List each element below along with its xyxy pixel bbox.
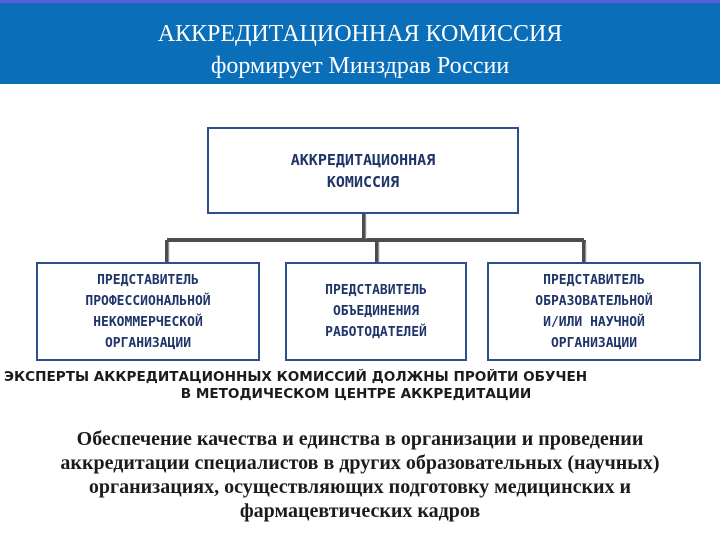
- header-banner: [0, 0, 720, 84]
- employers-representative-label: ПРЕДСТАВИТЕЛЬ ОБЪЕДИНЕНИЯ РАБОТОДАТЕЛЕЙ: [325, 283, 427, 340]
- employers-representative-box: [285, 262, 467, 361]
- experts-note-line-1: ЭКСПЕРТЫ АККРЕДИТАЦИОННЫХ КОМИССИЙ ДОЛЖНЫ ПРОЙТИ ОБУЧЕН: [4, 369, 588, 385]
- educational-representative-label: ПРЕДСТАВИТЕЛЬ ОБРАЗОВАТЕЛЬНОЙ И/ИЛИ НАУЧНОЙ ОРГАНИЗАЦИИ: [535, 272, 653, 351]
- accreditation-commission-box: [207, 127, 519, 214]
- nonprofit-representative-box: [36, 262, 260, 361]
- accreditation-commission-label: АККРЕДИТАЦИОННАЯ КОМИССИЯ: [290, 150, 436, 191]
- experts-note: [0, 369, 720, 403]
- quality-assurance-text: Обеспечение качества и единства в организации и проведении аккредитации специалистов в других образовательных (научных) организациях, осуществляющих подготовку медицинских и фармацевтических кадров: [60, 428, 660, 522]
- nonprofit-representative-label: ПРЕДСТАВИТЕЛЬ ПРОФЕССИОНАЛЬНОЙ НЕКОММЕРЧЕСКОЙ ОРГАНИЗАЦИИ: [85, 272, 211, 351]
- header-subtitle: формирует Минздрав России: [210, 53, 510, 79]
- educational-representative-box: [487, 262, 701, 361]
- experts-note-line-2: В МЕТОДИЧЕСКОМ ЦЕНТРЕ АККРЕДИТАЦИИ: [180, 386, 532, 402]
- header-title: АККРЕДИТАЦИОННАЯ КОМИССИЯ: [157, 21, 563, 47]
